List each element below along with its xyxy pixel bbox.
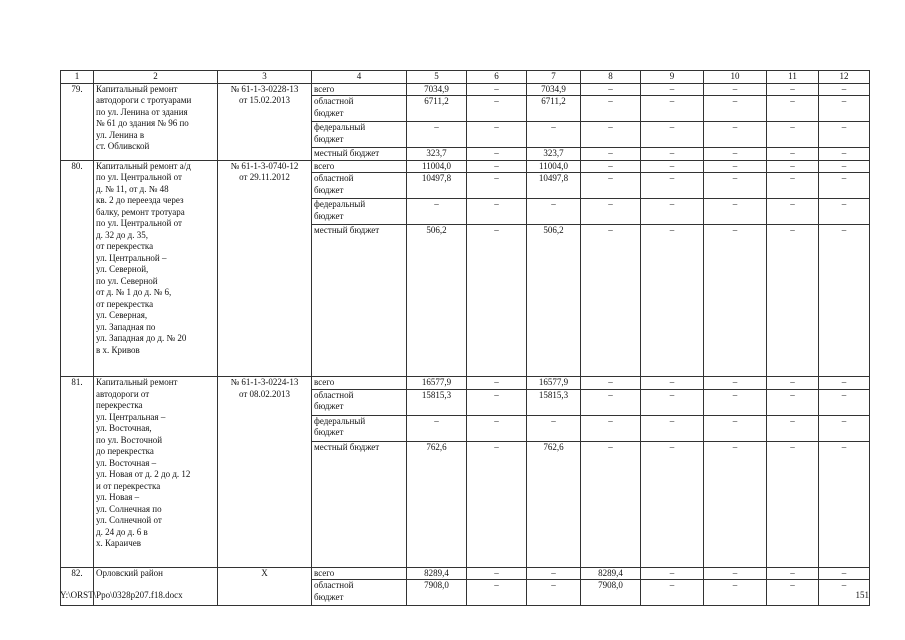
value-cell: – [467,415,527,441]
value-cell: – [819,441,870,567]
value-cell: – [819,580,870,606]
value-cell: – [704,199,767,225]
row-number-cell: 79. [61,83,94,160]
value-cell: – [819,83,870,96]
value-cell: 7034,9 [407,83,467,96]
value-cell: – [527,199,581,225]
value-cell: – [581,225,641,377]
object-name-cell: Орловский район [94,567,218,606]
value-cell: 6711,2 [527,96,581,122]
value-cell: – [641,148,704,161]
value-cell: 8289,4 [581,567,641,580]
value-cell: – [819,160,870,173]
header-cell: 12 [819,71,870,84]
column-number-header [61,71,870,84]
value-cell: – [767,173,819,199]
value-cell: – [641,580,704,606]
value-cell: – [641,122,704,148]
budget-table [60,70,870,606]
value-cell: – [704,148,767,161]
value-cell: – [819,199,870,225]
funding-source-cell: всего [312,83,407,96]
value-cell: 10497,8 [407,173,467,199]
value-cell: 6711,2 [407,96,467,122]
header-cell: 9 [641,71,704,84]
value-cell: – [407,122,467,148]
value-cell: – [767,83,819,96]
value-cell: – [819,389,870,415]
value-cell: – [704,567,767,580]
footer-page-number: 151 [855,590,869,600]
header-cell: 4 [312,71,407,84]
row-number-cell: 81. [61,377,94,568]
table-body [61,71,870,606]
value-cell: – [407,199,467,225]
value-cell: – [467,83,527,96]
funding-source-cell: местный бюджет [312,148,407,161]
value-cell: – [704,415,767,441]
value-cell: – [704,83,767,96]
value-cell: 323,7 [527,148,581,161]
object-name-cell: Капитальный ремонт автодороги с тротуарами по ул. Ленина от здания № 61 до здания № 96 по ул. Ленина в ст. Обливской [94,83,218,160]
row-number-cell: 80. [61,160,94,377]
value-cell: – [704,122,767,148]
value-cell: – [819,415,870,441]
value-cell: – [704,441,767,567]
value-cell: – [641,83,704,96]
funding-source-cell: федеральный бюджет [312,415,407,441]
funding-source-cell: федеральный бюджет [312,199,407,225]
value-cell: – [704,225,767,377]
value-cell: – [467,377,527,390]
value-cell: – [704,580,767,606]
value-cell: – [581,389,641,415]
value-cell: – [767,389,819,415]
table-row [61,83,870,96]
value-cell: – [767,580,819,606]
value-cell: – [467,199,527,225]
value-cell: – [641,225,704,377]
value-cell: – [467,441,527,567]
value-cell: – [641,377,704,390]
document-cell: № 61-1-3-0740-12 от 29.11.2012 [218,160,312,377]
value-cell: – [581,83,641,96]
value-cell: 7908,0 [581,580,641,606]
table-row [61,377,870,390]
value-cell: – [527,567,581,580]
value-cell: – [581,199,641,225]
value-cell: – [581,160,641,173]
value-cell: – [527,415,581,441]
value-cell: – [767,96,819,122]
value-cell: – [641,389,704,415]
value-cell: 506,2 [407,225,467,377]
value-cell: 10497,8 [527,173,581,199]
value-cell: – [467,122,527,148]
value-cell: – [467,173,527,199]
funding-source-cell: областной бюджет [312,173,407,199]
value-cell: – [641,199,704,225]
funding-source-cell: федеральный бюджет [312,122,407,148]
value-cell: – [581,122,641,148]
value-cell: – [704,377,767,390]
row-number-cell: 82. [61,567,94,606]
value-cell: – [767,567,819,580]
table-row [61,567,870,580]
value-cell: – [767,415,819,441]
value-cell: – [767,160,819,173]
value-cell: – [767,441,819,567]
value-cell: – [641,160,704,173]
value-cell: – [581,441,641,567]
value-cell: – [467,148,527,161]
funding-source-cell: всего [312,160,407,173]
value-cell: – [641,173,704,199]
header-cell: 2 [94,71,218,84]
value-cell: – [767,377,819,390]
value-cell: 15815,3 [527,389,581,415]
value-cell: – [767,225,819,377]
value-cell: – [641,567,704,580]
value-cell: – [704,96,767,122]
value-cell: – [704,173,767,199]
value-cell: 506,2 [527,225,581,377]
value-cell: – [467,96,527,122]
document-cell: № 61-1-3-0228-13 от 15.02.2013 [218,83,312,160]
value-cell: – [819,567,870,580]
header-cell: 1 [61,71,94,84]
value-cell: – [467,580,527,606]
value-cell: 7908,0 [407,580,467,606]
header-cell: 3 [218,71,312,84]
value-cell: – [767,199,819,225]
value-cell: – [527,122,581,148]
value-cell: – [819,225,870,377]
value-cell: – [704,389,767,415]
object-name-cell: Капитальный ремонт автодороги от перекрестка ул. Центральная – ул. Восточная, по ул. Восточной до перекрестка ул. Восточная – ул. Новая от д. 2 до д. 12 и от перекрестка ул. Новая – ул. Солнечная по ул. Солнечной от д. 24 до д. 6 в х. Караичев [94,377,218,568]
value-cell: – [819,96,870,122]
value-cell: – [467,160,527,173]
funding-source-cell: местный бюджет [312,441,407,567]
funding-source-cell: областной бюджет [312,96,407,122]
value-cell: 762,6 [407,441,467,567]
value-cell: – [527,580,581,606]
value-cell: 762,6 [527,441,581,567]
value-cell: – [819,122,870,148]
header-cell: 11 [767,71,819,84]
value-cell: 16577,9 [527,377,581,390]
value-cell: – [581,377,641,390]
funding-source-cell: местный бюджет [312,225,407,377]
header-cell: 5 [407,71,467,84]
value-cell: – [767,148,819,161]
value-cell: – [467,225,527,377]
value-cell: 11004,0 [527,160,581,173]
value-cell: – [581,173,641,199]
value-cell: – [704,160,767,173]
document-cell: № 61-1-3-0224-13 от 08.02.2013 [218,377,312,568]
document-cell: Х [218,567,312,606]
value-cell: – [819,173,870,199]
value-cell: 15815,3 [407,389,467,415]
value-cell: – [407,415,467,441]
value-cell: – [467,389,527,415]
header-cell: 8 [581,71,641,84]
funding-source-cell: всего [312,377,407,390]
funding-source-cell: всего [312,567,407,580]
value-cell: – [467,567,527,580]
value-cell: – [581,415,641,441]
footer-file-path: Y:\ORST\Ppo\0328p207.f18.docx [60,590,183,600]
value-cell: 323,7 [407,148,467,161]
value-cell: 16577,9 [407,377,467,390]
value-cell: – [581,148,641,161]
funding-source-cell: областной бюджет [312,580,407,606]
header-cell: 6 [467,71,527,84]
value-cell: – [819,377,870,390]
value-cell: 8289,4 [407,567,467,580]
table-row [61,160,870,173]
object-name-cell: Капитальный ремонт а/д по ул. Центральной от д. № 11, от д. № 48 кв. 2 до переезда через балку, ремонт тротуара по ул. Центральной от д. 32 до д. 35, от перекрестка ул. Центральной – ул. Северной, по ул. Северной от д. № 1 до д. № 6, от перекрестка ул. Северная, ул. Западная по ул. Западная до д. № 20 в х. Кривов [94,160,218,377]
value-cell: – [641,415,704,441]
value-cell: – [581,96,641,122]
value-cell: – [641,441,704,567]
value-cell: – [767,122,819,148]
value-cell: – [641,96,704,122]
value-cell: – [819,148,870,161]
header-cell: 10 [704,71,767,84]
funding-source-cell: областной бюджет [312,389,407,415]
header-cell: 7 [527,71,581,84]
value-cell: 11004,0 [407,160,467,173]
value-cell: 7034,9 [527,83,581,96]
